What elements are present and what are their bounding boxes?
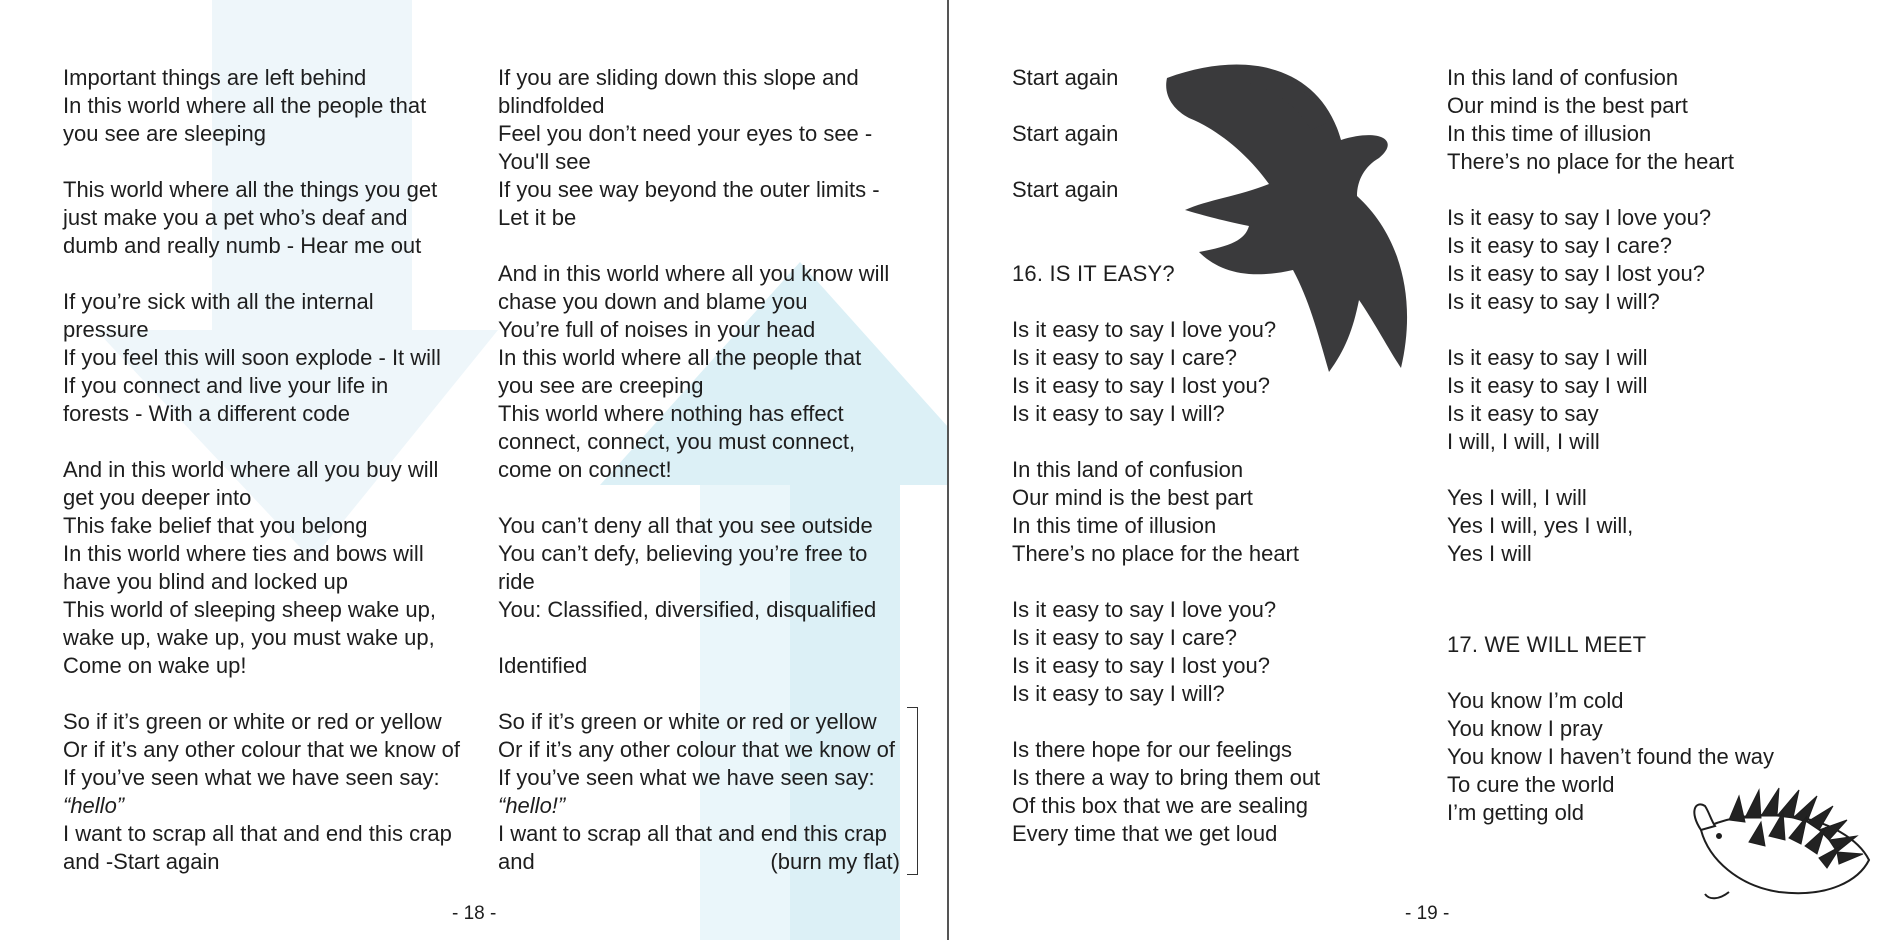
lyric-stanza bbox=[1012, 596, 1320, 708]
lyric-line: Or if it’s any other colour that we know of bbox=[63, 737, 460, 762]
lyric-line: Is there hope for our feelings bbox=[1012, 737, 1293, 762]
lyric-line: just make you a pet who’s deaf and bbox=[63, 205, 408, 230]
lyric-line: This fake belief that you belong bbox=[63, 513, 368, 538]
lyric-line: You know I pray bbox=[1447, 716, 1603, 741]
lyric-line: Is it easy to say I lost you? bbox=[1012, 373, 1271, 398]
lyric-line: “hello!” bbox=[498, 793, 566, 818]
lyric-line: If you are sliding down this slope and bbox=[498, 65, 859, 90]
lyric-line: Start again bbox=[1012, 121, 1119, 146]
lyric-line: Our mind is the best part bbox=[1012, 485, 1253, 510]
lyric-line: So if it’s green or white or red or yellow bbox=[63, 709, 442, 734]
lyric-line: I’m getting old bbox=[1447, 800, 1584, 825]
lyrics-page-19 bbox=[949, 0, 1896, 940]
lyric-line: I will, I will, I will bbox=[1447, 429, 1600, 454]
lyric-stanza bbox=[63, 176, 460, 260]
lyric-line: This world where nothing has effect bbox=[498, 401, 844, 426]
lyric-line: you see are sleeping bbox=[63, 121, 267, 146]
lyric-line: Is it easy to say I will? bbox=[1447, 289, 1660, 314]
lyric-stanza bbox=[498, 64, 900, 232]
lyric-stanza bbox=[63, 64, 460, 148]
lyric-line-aside: (burn my flat) bbox=[770, 849, 900, 874]
lyric-line: So if it’s green or white or red or yellow bbox=[498, 709, 877, 734]
lyric-stanza bbox=[1447, 64, 1774, 176]
bracket-mark bbox=[907, 707, 918, 875]
lyric-line: Is it easy to say I care? bbox=[1012, 625, 1237, 650]
lyric-stanza bbox=[498, 652, 900, 680]
lyric-line: blindfolded bbox=[498, 93, 605, 118]
lyric-line: Come on wake up! bbox=[63, 653, 247, 678]
lyric-stanza bbox=[1447, 344, 1774, 456]
lyric-line: have you blind and locked up bbox=[63, 569, 348, 594]
lyric-line: “hello” bbox=[63, 793, 125, 818]
lyric-line: wake up, wake up, you must wake up, bbox=[63, 625, 435, 650]
lyric-line: Is it easy to say I lost you? bbox=[1012, 653, 1271, 678]
lyric-line: Feel you don’t need your eyes to see - bbox=[498, 121, 873, 146]
lyric-line: Start again bbox=[1012, 65, 1119, 90]
lyric-stanza bbox=[1012, 176, 1320, 204]
lyric-stanza bbox=[498, 260, 900, 484]
lyric-line: I want to scrap all that and end this crap bbox=[498, 821, 887, 846]
lyric-stanza bbox=[1012, 64, 1320, 92]
lyric-line: If you connect and live your life in bbox=[63, 373, 389, 398]
lyric-line: There’s no place for the heart bbox=[1447, 149, 1734, 174]
lyrics-column-right-1 bbox=[1012, 64, 1320, 876]
lyric-line: If you see way beyond the outer limits - bbox=[498, 177, 880, 202]
lyric-line: Our mind is the best part bbox=[1447, 93, 1688, 118]
lyric-line: Is it easy to say I love you? bbox=[1012, 597, 1277, 622]
lyric-line: Is it easy to say bbox=[1447, 401, 1599, 426]
lyric-line: Or if it’s any other colour that we know of bbox=[498, 737, 895, 762]
lyric-line: In this land of confusion bbox=[1447, 65, 1679, 90]
lyric-line: Is there a way to bring them out bbox=[1012, 765, 1321, 790]
lyric-stanza bbox=[63, 288, 460, 428]
lyric-line: Is it easy to say I care? bbox=[1447, 233, 1672, 258]
lyric-line: In this world where ties and bows will bbox=[63, 541, 424, 566]
lyric-line: In this time of illusion bbox=[1447, 121, 1652, 146]
lyric-line: Yes I will bbox=[1447, 541, 1532, 566]
lyric-line: You'll see bbox=[498, 149, 591, 174]
lyric-line: Is it easy to say I love you? bbox=[1012, 317, 1277, 342]
lyric-line: Is it easy to say I will? bbox=[1012, 401, 1225, 426]
lyric-line-left: and bbox=[498, 849, 535, 874]
lyric-line: And in this world where all you buy will bbox=[63, 457, 439, 482]
lyric-stanza bbox=[63, 708, 460, 876]
lyric-line: If you’re sick with all the internal bbox=[63, 289, 374, 314]
lyric-line: Yes I will, I will bbox=[1447, 485, 1587, 510]
lyric-line: and -Start again bbox=[63, 849, 220, 874]
lyric-line: connect, connect, you must connect, bbox=[498, 429, 856, 454]
lyric-stanza bbox=[1447, 484, 1774, 568]
lyric-line: There’s no place for the heart bbox=[1012, 541, 1299, 566]
lyric-line: Identified bbox=[498, 653, 588, 678]
lyric-line: Let it be bbox=[498, 205, 577, 230]
lyric-line: And in this world where all you know will bbox=[498, 261, 890, 286]
lyric-line: Is it easy to say I lost you? bbox=[1447, 261, 1706, 286]
lyric-line: Yes I will, yes I will, bbox=[1447, 513, 1634, 538]
lyric-line: forests - With a different code bbox=[63, 401, 350, 426]
lyric-line: I want to scrap all that and end this crap bbox=[63, 821, 452, 846]
lyrics-page-18 bbox=[0, 0, 947, 940]
lyric-line: come on connect! bbox=[498, 457, 672, 482]
lyric-line: In this world where all the people that bbox=[63, 93, 427, 118]
lyric-line: Of this box that we are sealing bbox=[1012, 793, 1308, 818]
lyric-line: ride bbox=[498, 569, 535, 594]
lyric-line: If you feel this will soon explode - It will bbox=[63, 345, 441, 370]
lyric-line: get you deeper into bbox=[63, 485, 252, 510]
lyric-line: In this land of confusion bbox=[1012, 457, 1244, 482]
lyric-line: This world of sleeping sheep wake up, bbox=[63, 597, 436, 622]
lyric-line: You can’t deny all that you see outside bbox=[498, 513, 873, 538]
lyric-line: To cure the world bbox=[1447, 772, 1615, 797]
lyric-line: Is it easy to say I love you? bbox=[1447, 205, 1712, 230]
lyric-line: dumb and really numb - Hear me out bbox=[63, 233, 422, 258]
lyric-stanza bbox=[1012, 736, 1320, 848]
lyrics-column-left-2 bbox=[498, 64, 900, 904]
lyric-line: In this world where all the people that bbox=[498, 345, 862, 370]
lyric-line: If you’ve seen what we have seen say: bbox=[63, 765, 440, 790]
lyric-line: Every time that we get loud bbox=[1012, 821, 1278, 846]
lyric-line: Is it easy to say I will bbox=[1447, 373, 1648, 398]
lyric-line: You can’t defy, believing you’re free to bbox=[498, 541, 868, 566]
page-number-19: - 19 - bbox=[1405, 903, 1450, 924]
lyric-line bbox=[498, 848, 900, 876]
lyric-line: You: Classified, diversified, disqualified bbox=[498, 597, 877, 622]
lyric-stanza bbox=[1012, 316, 1320, 428]
lyric-stanza bbox=[63, 456, 460, 680]
lyric-line: pressure bbox=[63, 317, 149, 342]
lyric-line: Is it easy to say I will? bbox=[1012, 681, 1225, 706]
lyric-line: you see are creeping bbox=[498, 373, 704, 398]
page-number-18: - 18 - bbox=[452, 903, 497, 924]
lyric-line: Is it easy to say I care? bbox=[1012, 345, 1237, 370]
lyric-line: Is it easy to say I will bbox=[1447, 345, 1648, 370]
lyric-line: If you’ve seen what we have seen say: bbox=[498, 765, 875, 790]
lyric-line: This world where all the things you get bbox=[63, 177, 438, 202]
lyric-stanza bbox=[1447, 204, 1774, 316]
lyric-line: In this time of illusion bbox=[1012, 513, 1217, 538]
lyric-line: Start again bbox=[1012, 177, 1119, 202]
lyric-stanza bbox=[498, 708, 900, 876]
lyrics-column-right-2 bbox=[1447, 64, 1774, 855]
lyric-line: You know I haven’t found the way bbox=[1447, 744, 1774, 769]
lyric-stanza bbox=[1447, 687, 1774, 827]
lyric-line: You’re full of noises in your head bbox=[498, 317, 816, 342]
lyric-line: You know I’m cold bbox=[1447, 688, 1624, 713]
lyric-line: chase you down and blame you bbox=[498, 289, 808, 314]
song-title: 17. WE WILL MEET bbox=[1447, 632, 1647, 657]
lyric-stanza bbox=[498, 512, 900, 624]
lyric-stanza bbox=[1012, 120, 1320, 148]
lyric-line: Important things are left behind bbox=[63, 65, 367, 90]
lyric-stanza bbox=[1012, 456, 1320, 568]
lyrics-column-left-1 bbox=[63, 64, 460, 904]
song-title: 16. IS IT EASY? bbox=[1012, 261, 1175, 286]
